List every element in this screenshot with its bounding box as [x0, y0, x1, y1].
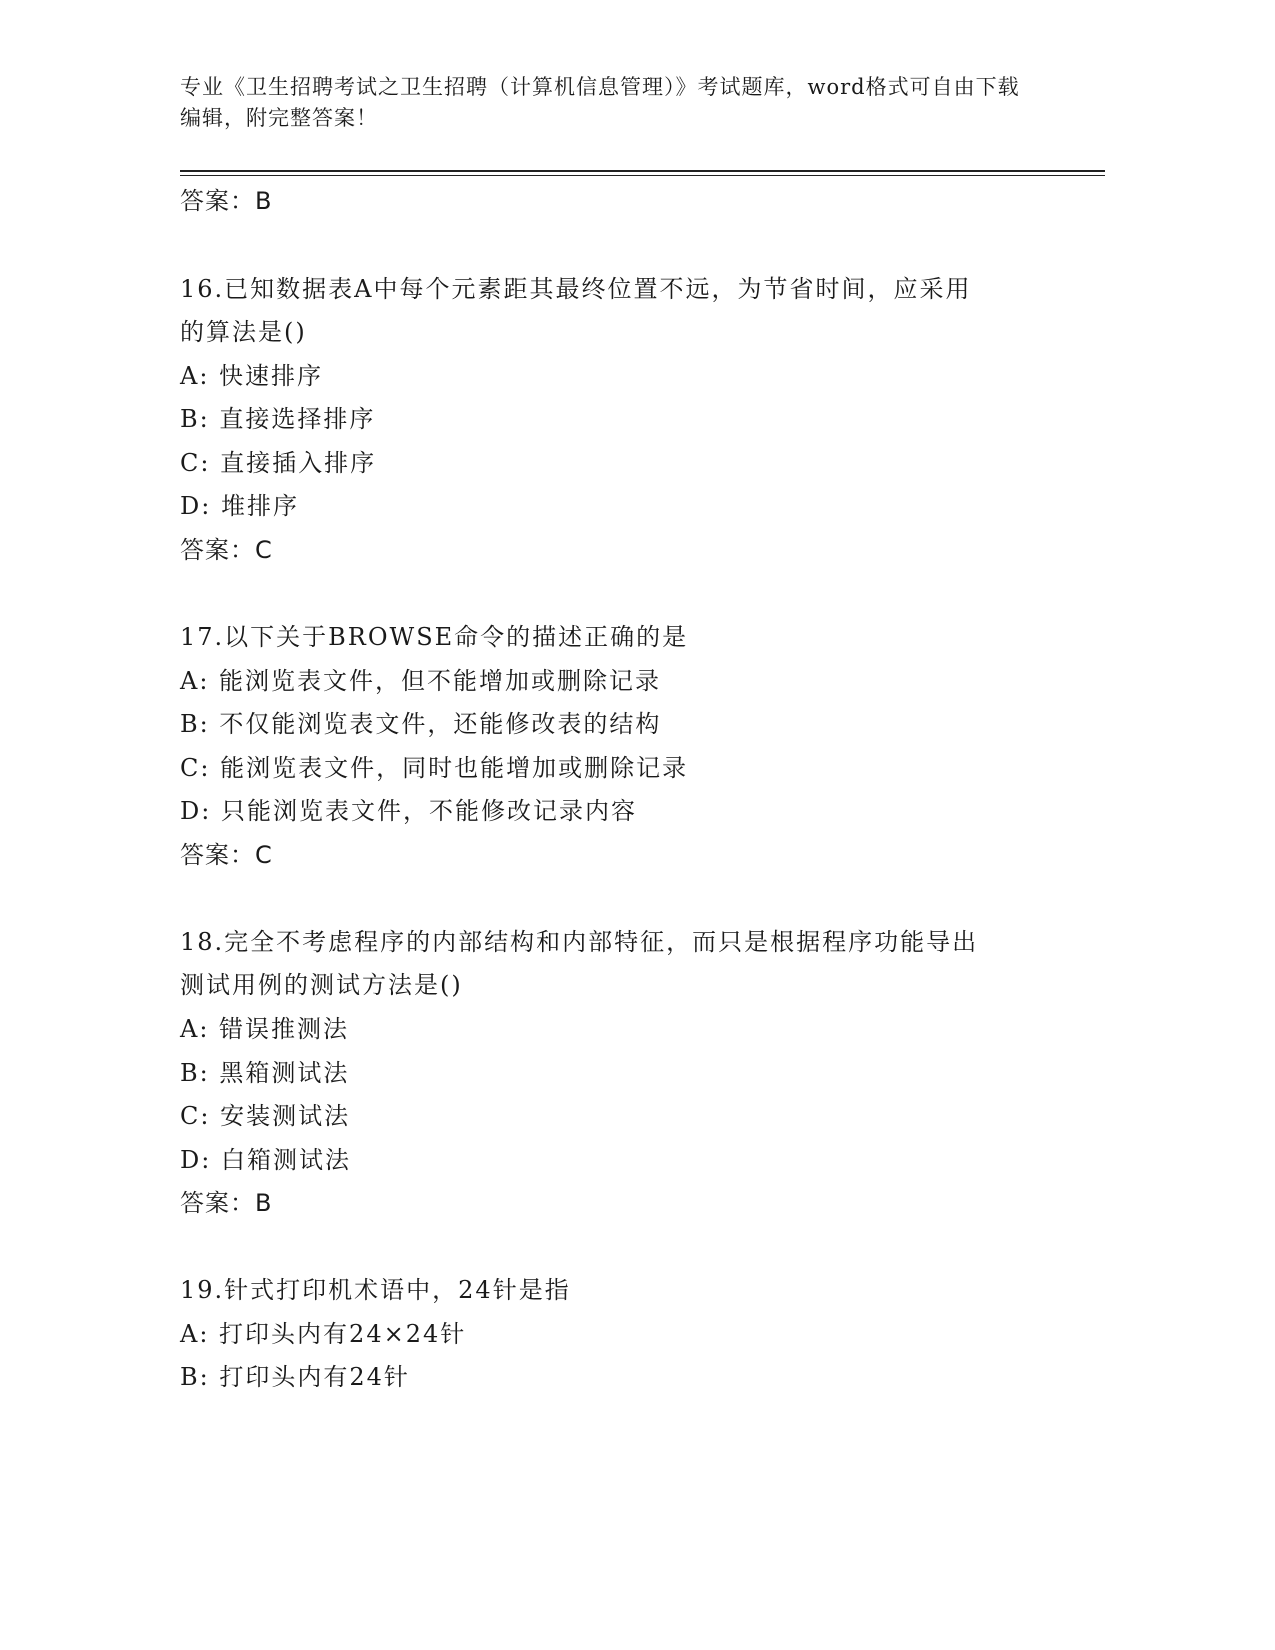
document-header: 专业《卫生招聘考试之卫生招聘（计算机信息管理）》考试题库，word格式可自由下载编辑，附完整答案！ — [180, 75, 1020, 130]
option-b: B: 直接选择排序 — [180, 405, 376, 433]
header-rule-thick — [180, 170, 1105, 172]
option-a: A: 打印头内有24×24针 — [180, 1320, 467, 1348]
option-c: C: 直接插入排序 — [180, 449, 377, 477]
option-d: D: 堆排序 — [180, 492, 299, 520]
answer: 答案：C — [180, 841, 273, 869]
option-a: A: 错误推测法 — [180, 1015, 350, 1043]
option-c: C: 能浏览表文件，同时也能增加或删除记录 — [180, 754, 689, 782]
question-stem: 16.已知数据表A中每个元素距其最终位置不远，为节省时间，应采用 — [180, 275, 972, 303]
previous-answer: 答案：B — [180, 187, 273, 215]
option-a: A: 快速排序 — [180, 362, 324, 390]
option-b: B: 打印头内有24针 — [180, 1363, 410, 1391]
answer: 答案：B — [180, 1189, 273, 1217]
question-stem: 18.完全不考虑程序的内部结构和内部特征，而只是根据程序功能导出 — [180, 928, 979, 956]
question-stem: 19.针式打印机术语中，24针是指 — [180, 1276, 571, 1304]
option-b: B: 不仅能浏览表文件，还能修改表的结构 — [180, 710, 662, 738]
header-rule-thin — [180, 175, 1105, 176]
option-a: A: 能浏览表文件，但不能增加或删除记录 — [180, 667, 662, 695]
answer: 答案：C — [180, 536, 273, 564]
question-stem-continued: 的算法是() — [180, 318, 307, 346]
option-c: C: 安装测试法 — [180, 1102, 351, 1130]
question-stem-continued: 测试用例的测试方法是() — [180, 971, 463, 999]
option-d: D: 白箱测试法 — [180, 1146, 351, 1174]
option-b: B: 黑箱测试法 — [180, 1059, 350, 1087]
option-d: D: 只能浏览表文件，不能修改记录内容 — [180, 797, 637, 825]
question-stem: 17.以下关于BROWSE命令的描述正确的是 — [180, 623, 689, 651]
